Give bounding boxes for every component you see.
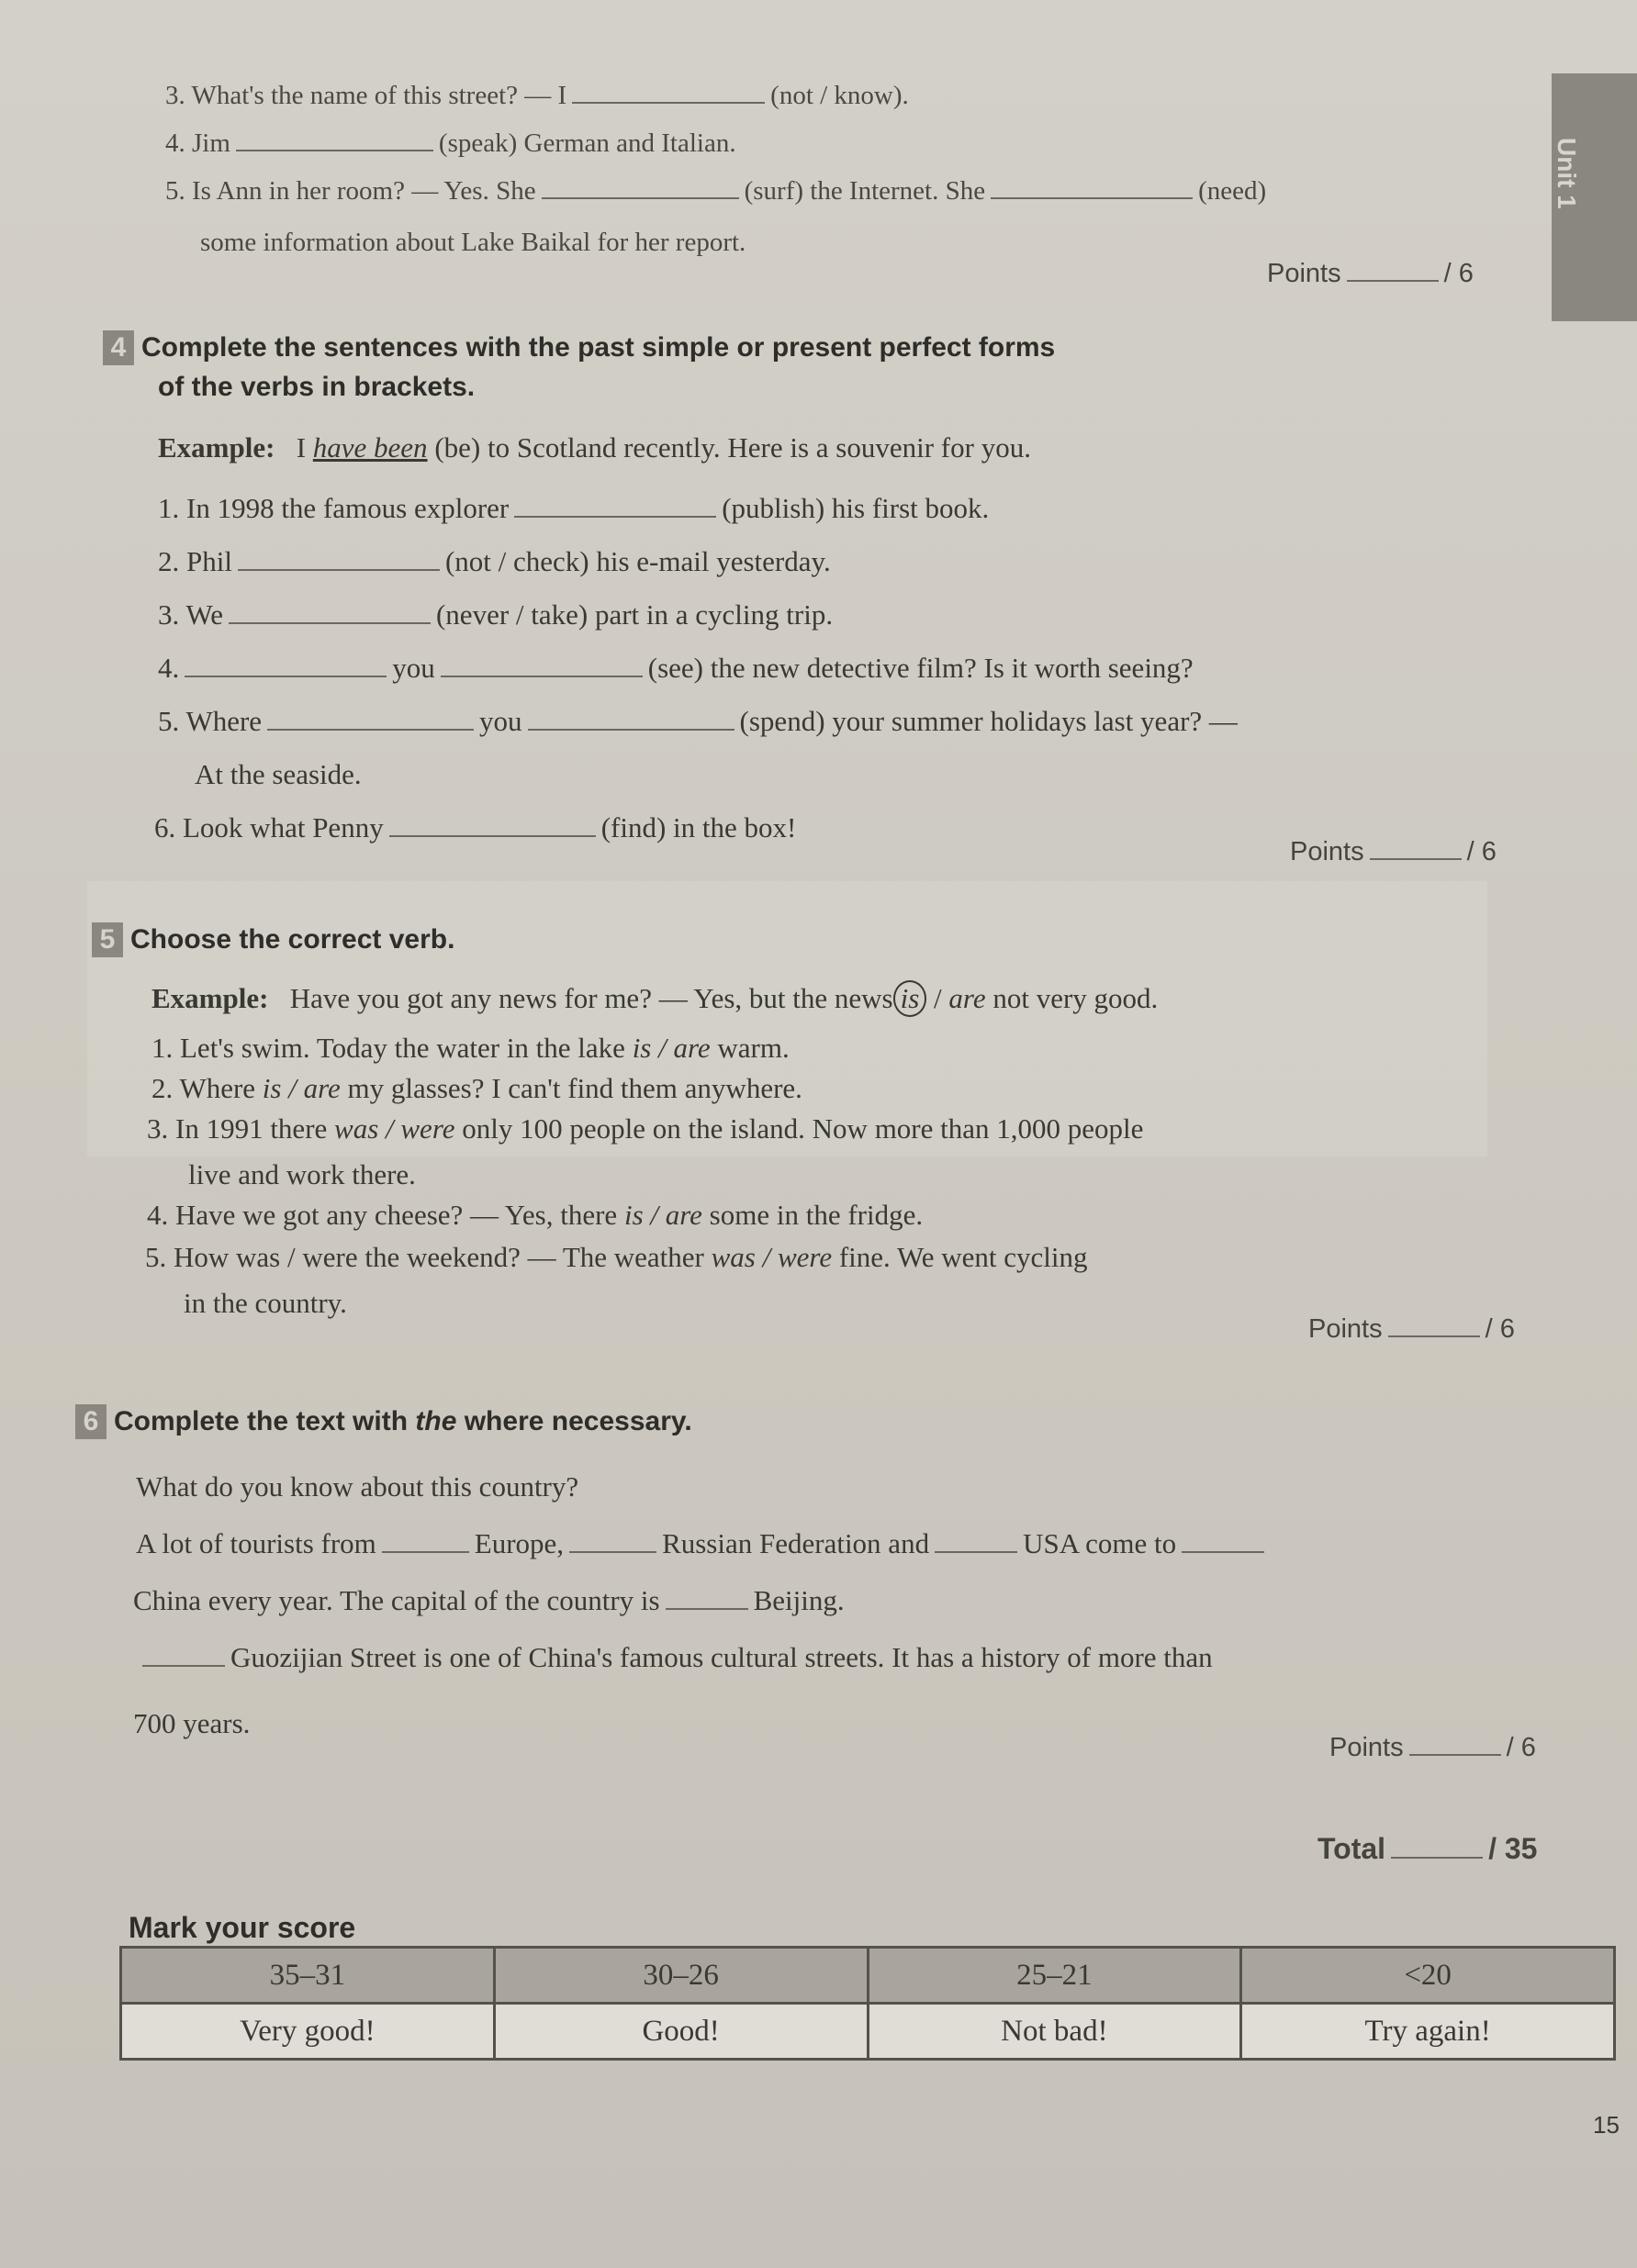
answer-blank[interactable] xyxy=(935,1547,1017,1553)
ex4-heading: 4 Complete the sentences with the past simple or present perfect forms xyxy=(103,330,1055,365)
verb-choice[interactable]: is / are xyxy=(632,1032,711,1064)
unit-side-tab xyxy=(1552,73,1637,321)
score-range: 35–31 xyxy=(121,1948,495,2004)
points-blank[interactable] xyxy=(1388,1332,1480,1337)
ex6-line-3: Guozijian Street is one of China's famous cultural streets. It has a history of more than xyxy=(142,1641,1213,1674)
ex5-sentence-3: 3. In 1991 there was / were only 100 people on the island. Now more than 1,000 people xyxy=(147,1112,1144,1145)
score-label-row xyxy=(121,2004,1615,2060)
ex5-points: Points / 6 xyxy=(1308,1314,1515,1344)
answer-blank[interactable] xyxy=(382,1547,469,1553)
score-table xyxy=(119,1946,1616,2061)
score-range-row xyxy=(121,1948,1615,2004)
answer-blank[interactable] xyxy=(542,194,739,199)
ex5-sentence-5-cont: in the country. xyxy=(184,1287,347,1319)
answer-blank[interactable] xyxy=(514,512,716,518)
score-range: 30–26 xyxy=(494,1948,868,2004)
ex3-points: Points / 6 xyxy=(1267,259,1474,288)
example-answer: have been xyxy=(312,431,428,464)
ex4-sentence-4: 4. you (see) the new detective film? Is it worth seeing? xyxy=(158,652,1194,684)
ex4-sentence-2: 2. Phil (not / check) his e-mail yesterday. xyxy=(158,545,831,577)
ex5-number-badge: 5 xyxy=(92,922,123,957)
ex4-points: Points / 6 xyxy=(1290,837,1497,866)
ex4-sentence-5-cont: At the seaside. xyxy=(195,758,362,790)
ex3-sentence-4: 4. Jim (speak) German and Italian. xyxy=(165,128,736,158)
ex6-line-1: A lot of tourists from Europe, Russian Federation and USA come to xyxy=(136,1527,1270,1560)
answer-blank[interactable] xyxy=(1182,1547,1264,1553)
ex4-heading-2: of the verbs in brackets. xyxy=(158,372,476,402)
answer-blank[interactable] xyxy=(142,1661,225,1667)
ex5-sentence-4: 4. Have we got any cheese? — Yes, there is / are some in the fridge. xyxy=(147,1199,924,1231)
ex6-points: Points / 6 xyxy=(1329,1733,1536,1762)
ex3-sentence-5: 5. Is Ann in her room? — Yes. She (surf) the Internet. She (need) xyxy=(165,176,1267,206)
ex4-sentence-5: 5. Where you (spend) your summer holidays last year? — xyxy=(158,705,1238,737)
ex4-example: Example: I have been (be) to Scotland recently. Here is a souvenir for you. xyxy=(158,431,1031,464)
answer-blank[interactable] xyxy=(389,832,596,837)
verb-choice[interactable]: is / are xyxy=(623,1199,702,1231)
total-points: Total / 35 xyxy=(1317,1832,1538,1865)
answer-blank[interactable] xyxy=(236,146,433,151)
ex6-line-4: 700 years. xyxy=(133,1707,251,1739)
points-blank[interactable] xyxy=(1347,276,1439,282)
ex5-sentence-3-cont: live and work there. xyxy=(188,1158,416,1190)
ex6-question: What do you know about this country? xyxy=(136,1470,579,1503)
ex6-heading: 6 Complete the text with the where necessary. xyxy=(75,1404,692,1439)
points-blank[interactable] xyxy=(1409,1750,1501,1756)
total-blank[interactable] xyxy=(1391,1853,1483,1859)
ex6-number-badge: 6 xyxy=(75,1404,107,1439)
answer-blank[interactable] xyxy=(441,672,643,677)
answer-blank[interactable] xyxy=(528,725,734,731)
score-label: Not bad! xyxy=(868,2004,1241,2060)
ex4-number-badge: 4 xyxy=(103,330,134,365)
verb-choice[interactable]: was / were xyxy=(711,1241,833,1273)
score-table-title: Mark your score xyxy=(129,1911,356,1944)
ex3-sentence-5-cont: some information about Lake Baikal for her report. xyxy=(200,228,746,257)
verb-choice[interactable]: was / were xyxy=(334,1112,455,1145)
answer-blank[interactable] xyxy=(267,725,474,731)
answer-blank[interactable] xyxy=(185,672,387,677)
ex4-sentence-1: 1. In 1998 the famous explorer (publish) his first book. xyxy=(158,492,990,524)
ex5-example: Example: Have you got any news for me? — Yes, but the news is / are not very good. xyxy=(151,980,1158,1017)
score-range: <20 xyxy=(1241,1948,1615,2004)
answer-blank[interactable] xyxy=(569,1547,656,1553)
score-label: Good! xyxy=(494,2004,868,2060)
score-label: Try again! xyxy=(1241,2004,1615,2060)
ex5-sentence-2: 2. Where is / are my glasses? I can't find them anywhere. xyxy=(151,1072,802,1104)
ex5-sentence-1: 1. Let's swim. Today the water in the lake is / are warm. xyxy=(151,1032,790,1064)
ex4-sentence-3: 3. We (never / take) part in a cycling trip. xyxy=(158,598,834,631)
answer-blank[interactable] xyxy=(572,98,765,104)
score-label: Very good! xyxy=(121,2004,495,2060)
ex5-sentence-5: 5. How was / were the weekend? — The weather was / were fine. We went cycling xyxy=(145,1241,1088,1273)
answer-blank[interactable] xyxy=(238,565,440,571)
score-range: 25–21 xyxy=(868,1948,1241,2004)
ex5-heading: 5 Choose the correct verb. xyxy=(92,922,454,957)
unit-tab-label: Unit 1 xyxy=(1553,138,1581,209)
ex6-line-2: China every year. The capital of the country is Beijing. xyxy=(133,1584,845,1616)
answer-blank[interactable] xyxy=(991,194,1193,199)
circled-answer: is xyxy=(893,980,927,1017)
answer-blank[interactable] xyxy=(229,619,431,624)
points-blank[interactable] xyxy=(1370,855,1462,860)
ex3-sentence-3: 3. What's the name of this street? — I (not / know). xyxy=(165,81,909,110)
page-number: 15 xyxy=(1593,2111,1620,2139)
answer-blank[interactable] xyxy=(666,1604,748,1610)
verb-choice[interactable]: is / are xyxy=(262,1072,341,1104)
ex4-sentence-6: 6. Look what Penny (find) in the box! xyxy=(154,811,797,844)
